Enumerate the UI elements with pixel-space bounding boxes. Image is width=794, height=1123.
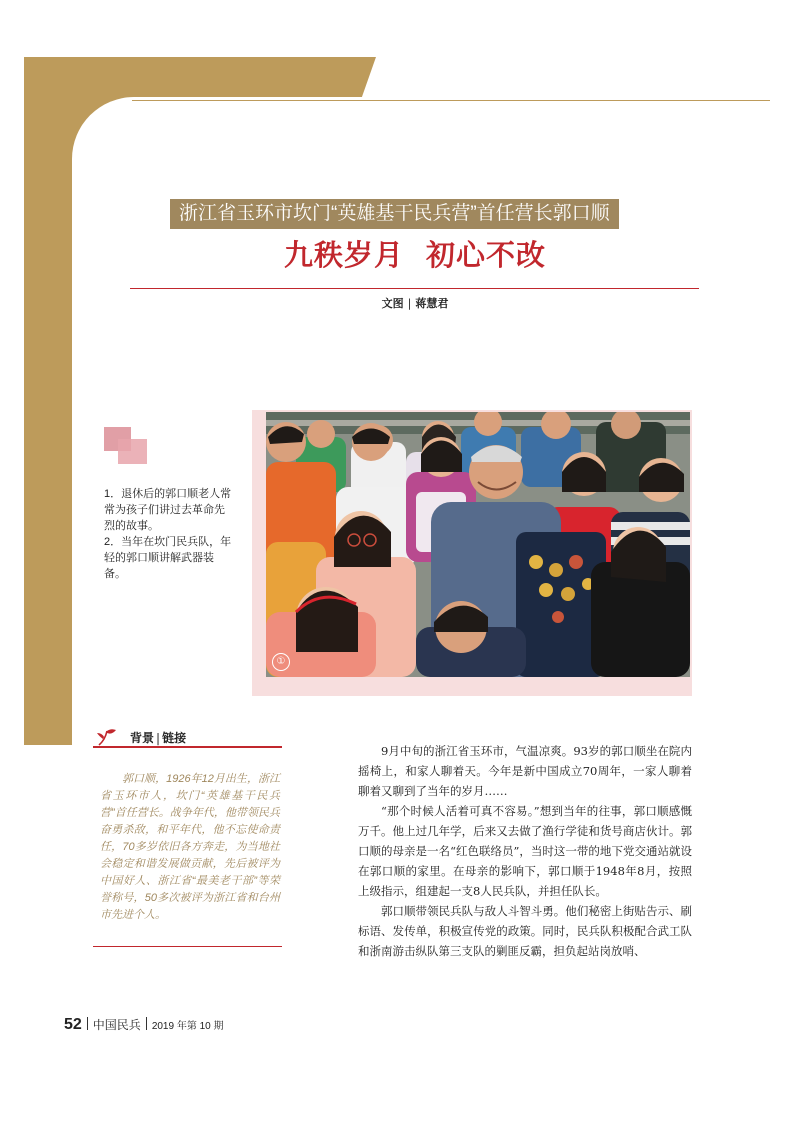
sidebar-title <box>130 729 186 746</box>
footer-separator <box>146 1017 147 1030</box>
caption-line-1: 1．退休后的郭口顺老人常常为孩子们讲过去革命先烈的故事。 <box>104 488 232 532</box>
sidebar-rule-top <box>93 746 282 748</box>
photo-caption <box>104 486 234 582</box>
caption-line-2: 2．当年在坎门民兵队，年轻的郭口顺讲解武器装备。 <box>104 536 232 580</box>
headline-banner: 浙江省玉环市坎门“英雄基干民兵营”首任营长郭口顺 <box>170 199 619 229</box>
byline-author: 蒋慧君 <box>415 297 449 310</box>
photo-illustration <box>266 412 690 677</box>
photo-number-badge: ① <box>272 653 290 671</box>
sidebar-rule-bottom <box>93 946 282 947</box>
sidebar-title-part1: 背景 <box>130 731 155 745</box>
main-title-part2: 初心不改 <box>426 240 547 272</box>
top-rule <box>132 100 770 101</box>
sidebar-title-separator: | <box>156 731 161 745</box>
sidebar-title-part2: 链接 <box>162 731 187 745</box>
main-title-part1: 九秩岁月 <box>283 240 404 272</box>
leaf-sprig-icon <box>96 727 118 747</box>
article-body <box>358 741 692 961</box>
page-number: 52 <box>64 1016 82 1033</box>
photo-children-with-veteran <box>266 412 690 677</box>
byline-label: 文图 <box>381 297 404 310</box>
page-footer <box>64 1016 224 1034</box>
issue-label: 2019 年第 10 期 <box>151 1021 224 1032</box>
magazine-name: 中国民兵 <box>92 1018 141 1032</box>
gold-header-band <box>24 57 376 97</box>
decorative-square <box>118 439 147 464</box>
footer-separator <box>87 1017 88 1030</box>
main-title <box>132 236 698 276</box>
title-rule <box>130 288 699 289</box>
byline-separator: | <box>407 297 412 310</box>
article-paragraph-3: 郭口顺带领民兵队与敌人斗智斗勇。他们秘密上街贴告示、刷标语、发传单，积极宣传党的政策。同时，民兵队积极配合武工队和浙南游击纵队第三支队的剿匪反霸，担负起站岗放哨、 <box>358 904 692 958</box>
gold-side-column <box>24 57 72 745</box>
article-paragraph-1: 9月中旬的浙江省玉环市，气温凉爽。93岁的郭口顺坐在院内摇椅上，和家人聊着天。今年是新中国成立70周年，一家人聊着聊着又聊到了当年的岁月…… <box>358 744 692 798</box>
byline <box>132 295 698 311</box>
article-paragraph-2: “那个时候人活着可真不容易。”想到当年的往事，郭口顺感慨万千。他上过几年学，后来又去做了渔行学徒和货号商店伙计。郭口顺的母亲是一名“红色联络员”，当时这一带的地下党交通站就设在郭口顺的家里。在母亲的影响下，郭口顺于1948年8月，按照上级指示，组建起一支8人民兵队，并担任队长。 <box>358 804 692 898</box>
sidebar-text: 郭口顺，1926年12月出生，浙江省玉环市人，坎门“英雄基干民兵营”首任营长。战争年代，他带领民兵奋勇杀敌，和平年代，他不忘使命责任，70多岁依旧各方奔走，为当地社会稳定和谐发展做贡献，先后被评为中国好人、浙江省“最美老干部”等荣誉称号，50多次被评为浙江省和台州市先进个人。 <box>100 773 280 921</box>
